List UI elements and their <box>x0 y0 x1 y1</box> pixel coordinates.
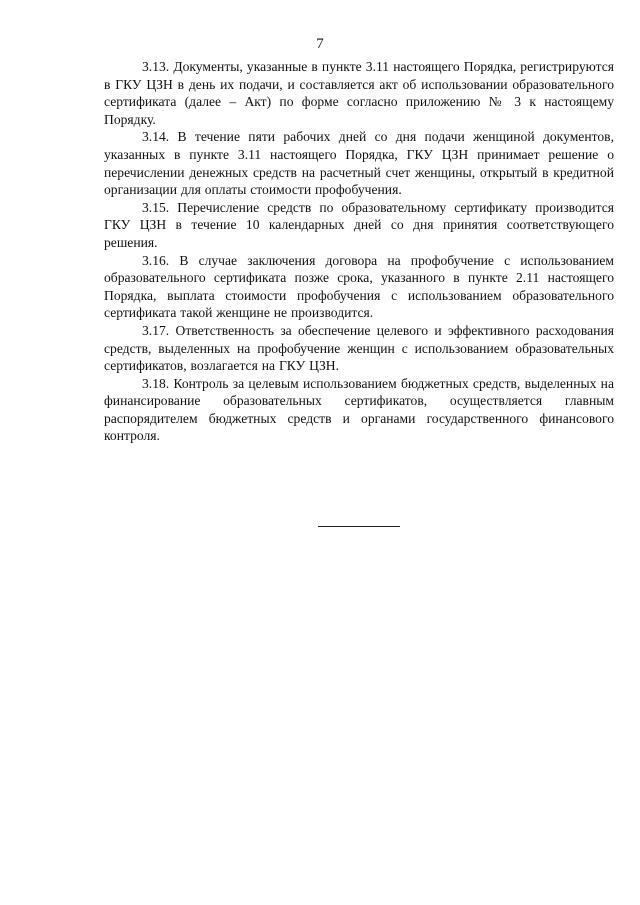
paragraph-number: 3.16. <box>142 252 170 268</box>
paragraph-number: 3.17. <box>142 322 170 338</box>
paragraph-text: В случае заключения договора на профобучение с использованием образовательного сертификата позже срока, указанного в пункте 2.11 настоящего Порядка, выплата стоимости профобучения с использованием образовательного сертификата такой женщине не производится. <box>104 252 614 321</box>
paragraph-text: Перечисление средств по образовательному сертификату производится ГКУ ЦЗН в течение 10 календарных дней со дня принятия соответствующего решения. <box>104 199 614 250</box>
paragraph-number: 3.15. <box>142 199 170 215</box>
paragraph-text: Документы, указанные в пункте 3.11 настоящего Порядка, регистрируются в ГКУ ЦЗН в день их подачи, и составляется акт об использовании образовательного сертификата (далее – Акт) по форме согласно приложению № 3 к настоящему Порядку. <box>104 59 614 127</box>
paragraph-number: 3.18. <box>142 375 170 391</box>
paragraph-3-16 <box>104 252 614 322</box>
paragraph-number: 3.13. <box>142 59 170 74</box>
paragraph-3-18 <box>104 375 614 445</box>
paragraph-number: 3.14. <box>142 129 170 145</box>
paragraph-text: Контроль за целевым использованием бюджетных средств, выделенных на финансирование образовательных сертификатов, осуществляется главным распорядителем бюджетных средств и органами государственного финансового контроля. <box>104 375 614 444</box>
paragraph-3-14 <box>104 128 614 198</box>
page-number: 7 <box>316 36 324 52</box>
end-of-document-line <box>318 526 400 527</box>
paragraph-3-15 <box>104 199 614 252</box>
paragraph-3-13 <box>104 58 614 128</box>
paragraph-3-17 <box>104 322 614 375</box>
paragraph-text: В течение пяти рабочих дней со дня подачи женщиной документов, указанных в пункте 3.11 настоящего Порядка, ГКУ ЦЗН принимает решение о перечислении денежных средств на расчетный счет женщины, открытый в кредитной организации для оплаты стоимости профобучения. <box>104 129 614 198</box>
document-body <box>104 58 614 445</box>
paragraph-text: Ответственность за обеспечение целевого и эффективного расходования средств, выделенных на профобучение женщин с использованием образовательных сертификатов, возлагается на ГКУ ЦЗН. <box>104 322 614 374</box>
